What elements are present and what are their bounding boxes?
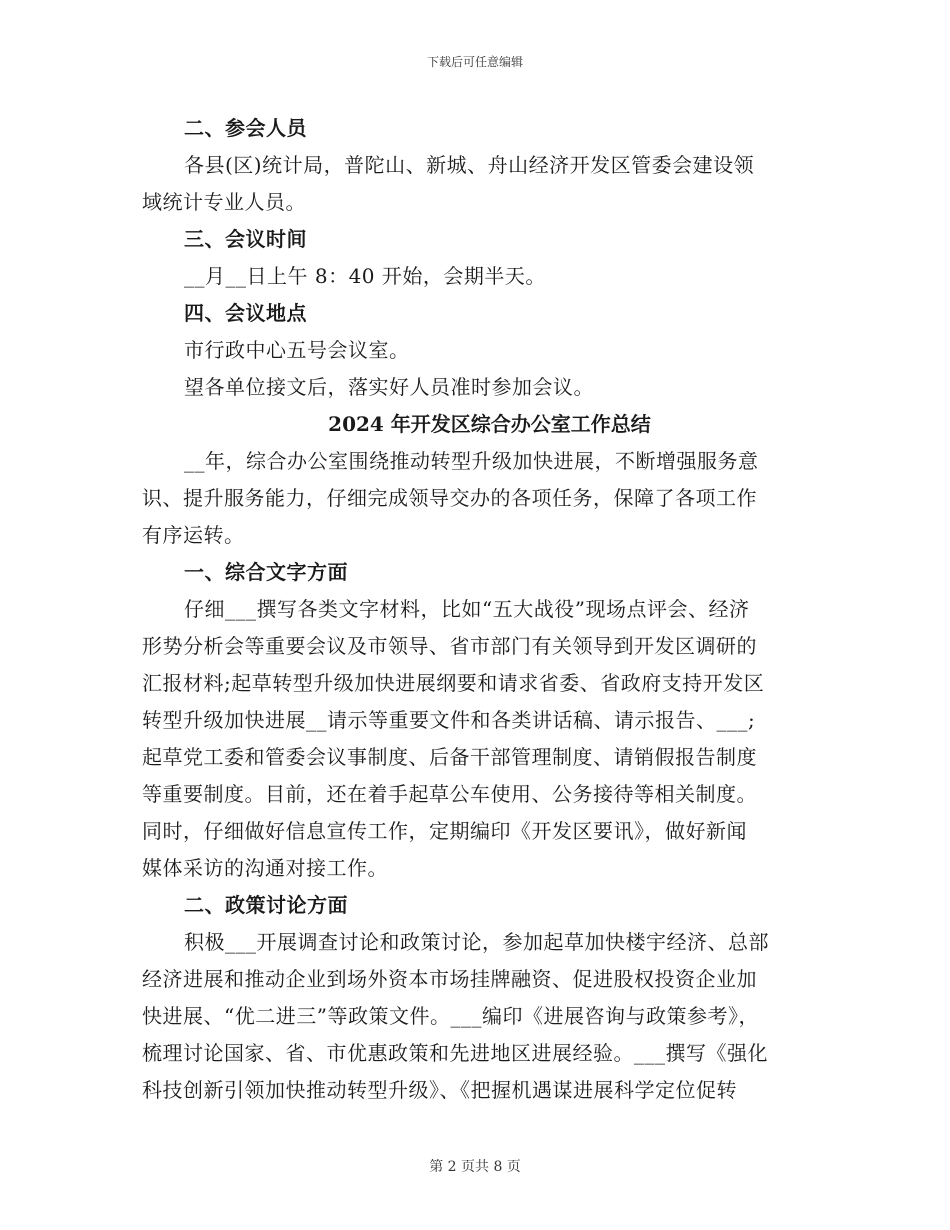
header-note: 下载后可任意编辑 <box>426 55 523 69</box>
paragraph-line: 起草党工委和管委会议事制度、后备干部管理制度、请销假报告制度 <box>142 745 757 769</box>
paragraph-line: 等重要制度。目前，还在着手起草公车使用、公务接待等相关制度。 <box>142 782 757 806</box>
paragraph-line: 识、提升服务能力，仔细完成领导交办的各项任务，保障了各项工作 <box>142 486 757 510</box>
paragraph-line: 域统计专业人员。 <box>142 190 306 214</box>
paragraph-line: 望各单位接文后，落实好人员准时参加会议。 <box>184 375 594 399</box>
paragraph-line: 同时，仔细做好信息宣传工作，定期编印《开发区要讯》，做好新闻 <box>142 819 747 843</box>
paragraph-line: 市行政中心五号会议室。 <box>184 338 410 362</box>
paragraph-line: 经济进展和推动企业到场外资本市场挂牌融资、促进股权投资企业加 <box>142 967 757 991</box>
section-heading: 一、综合文字方面 <box>184 560 348 584</box>
paragraph-line: __年，综合办公室围绕推动转型升级加快进展，不断增强服务意 <box>184 449 759 473</box>
section-heading: 三、会议时间 <box>184 227 307 251</box>
paragraph-line: 各县(区)统计局，普陀山、新城、舟山经济开发区管委会建设领 <box>184 153 755 177</box>
paragraph-line: 仔细___撰写各类文字材料，比如“五大战役”现场点评会、经济 <box>184 597 750 621</box>
paragraph-line: 快进展、“优二进三”等政策文件。___编印《进展咨询与政策参考》， <box>142 1004 759 1028</box>
page-number: 第 2 页共 8 页 <box>429 1159 521 1175</box>
paragraph-line: 梳理讨论国家、省、市优惠政策和先进地区进展经验。___撰写《强化 <box>142 1041 768 1065</box>
paragraph-line: 科技创新引领加快推动转型升级》、《把握机遇谋进展科学定位促转 <box>142 1078 737 1102</box>
section-heading: 二、参会人员 <box>184 116 307 140</box>
section-heading: 二、政策讨论方面 <box>184 893 348 917</box>
paragraph-line: 形势分析会等重要会议及市领导、省市部门有关领导到开发区调研的 <box>142 634 757 658</box>
document-body <box>142 110 807 1109</box>
paragraph-line: 汇报材料;起草转型升级加快进展纲要和请求省委、省政府支持开发区 <box>142 671 765 695</box>
paragraph-line: 有序运转。 <box>142 523 245 547</box>
paragraph-line: __月__日上午 8：40 开始，会期半天。 <box>184 264 546 288</box>
section-heading: 四、会议地点 <box>184 301 307 325</box>
paragraph-line: 积极___开展调查讨论和政策讨论，参加起草加快楼宇经济、总部 <box>184 930 769 954</box>
paragraph-line: 转型升级加快进展__请示等重要文件和各类讲话稿、请示报告、___; <box>142 708 756 732</box>
document-title: 2024 年开发区综合办公室工作总结 <box>328 412 651 436</box>
paragraph-line: 媒体采访的沟通对接工作。 <box>142 856 388 880</box>
